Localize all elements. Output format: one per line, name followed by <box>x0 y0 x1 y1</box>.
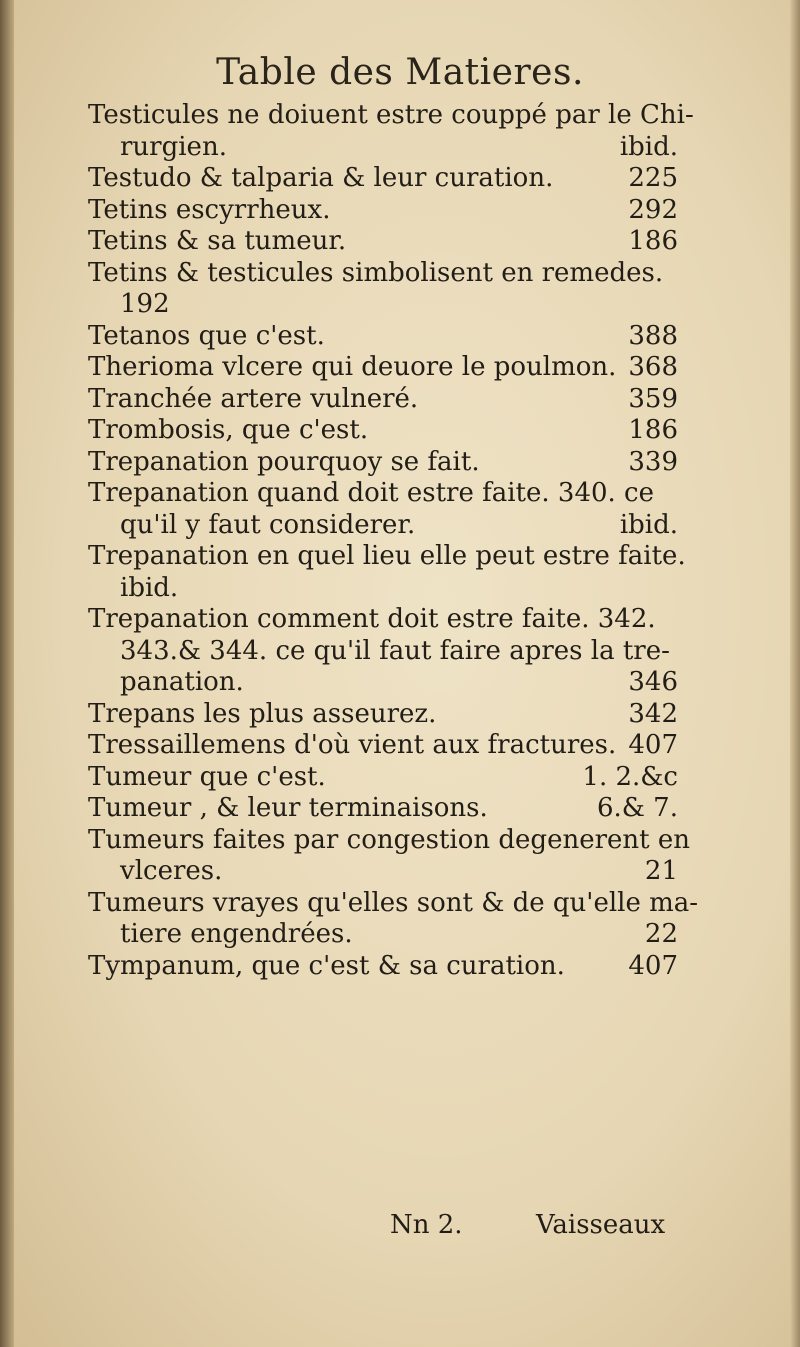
entry-page-ref: 292 <box>628 194 678 225</box>
entry-page-ref: 1. 2.&c <box>582 761 678 792</box>
entry-line <box>88 415 678 447</box>
entry-page-ref: 368 <box>628 352 678 382</box>
entry-page-ref: 342 <box>628 698 678 729</box>
entry-line <box>88 887 699 920</box>
entry-text: qu'il y faut considerer. <box>120 509 416 540</box>
index-entry <box>88 352 678 384</box>
index-entry <box>88 951 678 983</box>
entry-text: tiere engendrées. <box>120 919 353 949</box>
entry-line <box>88 919 678 951</box>
entry-text: Testudo & talparia & leur curation. <box>88 163 554 193</box>
entry-text: Tressaillemens d'où vient aux fractures. <box>88 730 617 760</box>
entry-page-ref: 407 <box>628 950 678 981</box>
entry-line <box>88 226 678 258</box>
entry-page-ref: 407 <box>628 730 678 760</box>
index-entry <box>88 699 678 731</box>
entry-line <box>88 793 678 825</box>
catchword: Vaisseaux <box>536 1210 666 1240</box>
entry-text: 343.& 344. ce qu'il faut faire apres la tre- <box>120 635 670 666</box>
page-right-edge <box>790 0 800 1347</box>
entry-text: Tumeurs faites par congestion degenerent en <box>88 824 690 855</box>
entry-line <box>88 951 678 983</box>
entry-line <box>88 163 678 195</box>
index-entry <box>88 824 690 888</box>
entry-line <box>88 762 678 794</box>
entry-page-ref: ibid. <box>619 131 678 162</box>
entry-text: Tetanos que c'est. <box>88 320 325 351</box>
entry-text: Trepanation pourquoy se fait. <box>88 446 480 477</box>
entry-text: Tetins escyrrheux. <box>88 194 331 225</box>
entry-text: ibid. <box>120 572 179 603</box>
entry-page-ref: 225 <box>628 163 678 193</box>
entry-text: Tetins & testicules simbolisent en remedes. <box>88 257 664 288</box>
entry-line <box>88 321 678 353</box>
entry-text: Therioma vlcere qui deuore le poulmon. <box>88 352 617 382</box>
entry-line <box>88 541 686 573</box>
entry-page-ref: 346 <box>628 667 678 697</box>
entry-text: 192 <box>120 289 170 319</box>
index-entry <box>88 258 678 321</box>
entry-text: Tumeur , & leur terminaisons. <box>88 793 488 823</box>
entry-page-ref: 22 <box>644 919 678 949</box>
index-entry <box>88 226 678 258</box>
entry-line <box>88 352 678 384</box>
entry-line <box>88 195 678 227</box>
entry-page-ref: ibid. <box>619 509 678 540</box>
entry-text: Trepans les plus asseurez. <box>88 698 437 729</box>
entry-text: Tetins & sa tumeur. <box>88 226 347 256</box>
index-entry <box>88 195 678 227</box>
index-entry <box>88 730 678 762</box>
index-entry <box>88 447 678 479</box>
index-entry <box>88 887 699 951</box>
entry-text: rurgien. <box>120 131 227 162</box>
entry-line <box>88 478 678 510</box>
entry-page-ref: 339 <box>628 446 678 477</box>
entry-page-ref: 186 <box>628 415 678 445</box>
entry-line <box>88 510 678 542</box>
index-entry <box>88 321 678 353</box>
entry-line <box>88 667 678 699</box>
entry-text: Trepanation comment doit estre faite. 342. <box>88 604 656 634</box>
entry-text: Tumeur que c'est. <box>88 761 326 792</box>
running-head: Table des Matieres. <box>216 52 584 93</box>
index-entry <box>88 604 678 699</box>
entry-text: Tranchée artere vulneré. <box>88 383 419 414</box>
entry-line <box>88 100 694 132</box>
entry-text: Tympanum, que c'est & sa curation. <box>88 950 565 981</box>
entry-page-ref: 388 <box>628 320 678 351</box>
entry-line <box>88 824 690 857</box>
entry-line <box>88 856 678 888</box>
index-entry <box>88 100 694 163</box>
entry-page-ref: 21 <box>644 856 678 886</box>
entry-line <box>88 289 678 321</box>
index-entry <box>88 541 686 604</box>
entry-page-ref: 186 <box>628 226 678 256</box>
index-entry <box>88 478 678 541</box>
entry-text: Trepanation en quel lieu elle peut estre faite. <box>88 541 686 571</box>
entry-text: panation. <box>120 667 244 697</box>
index-entry <box>88 762 678 794</box>
entry-line <box>88 384 678 416</box>
entry-line <box>88 258 678 290</box>
entry-page-ref: 359 <box>628 383 678 414</box>
entry-line <box>88 636 678 668</box>
entry-line <box>88 730 678 762</box>
entry-line <box>88 573 678 605</box>
index-entry <box>88 384 678 416</box>
entry-line <box>88 699 678 731</box>
entry-text: Tumeurs vrayes qu'elles sont & de qu'elle ma- <box>88 887 699 918</box>
index-entry <box>88 415 678 447</box>
entry-text: Trepanation quand doit estre faite. 340. ce <box>88 478 655 508</box>
entry-page-ref: 6.& 7. <box>596 793 678 823</box>
entry-text: Trombosis, que c'est. <box>88 415 369 445</box>
signature-mark: Nn 2. <box>390 1210 463 1240</box>
index-entry <box>88 793 678 825</box>
index-entries <box>88 100 699 982</box>
entry-text: vlceres. <box>120 856 223 886</box>
entry-text: Testicules ne doiuent estre couppé par le Chi- <box>88 100 694 130</box>
entry-line <box>88 447 678 479</box>
entry-line <box>88 132 678 164</box>
entry-line <box>88 604 678 636</box>
page-left-edge <box>0 0 14 1347</box>
index-entry <box>88 163 678 195</box>
